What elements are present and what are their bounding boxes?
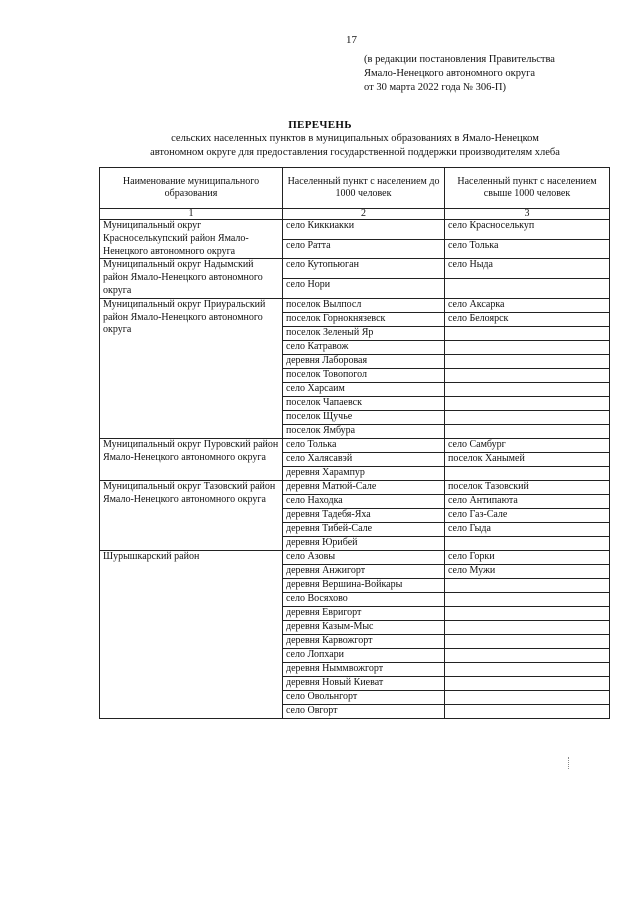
large-settlement-cell xyxy=(445,662,610,676)
small-settlement-cell: село Ратта xyxy=(283,239,445,259)
small-settlement-cell: деревня Лаборовая xyxy=(283,354,445,368)
small-settlement-cell: деревня Вершина-Войкары xyxy=(283,578,445,592)
small-settlement-cell: поселок Зеленый Яр xyxy=(283,326,445,340)
large-settlement-cell: село Газ-Сале xyxy=(445,508,610,522)
small-settlement-cell: деревня Харампур xyxy=(283,466,445,480)
document-title: ПЕРЕЧЕНЬ xyxy=(288,119,352,131)
small-settlement-cell: деревня Матюй-Сале xyxy=(283,480,445,494)
subtitle-line: сельских населенных пунктов в муниципальных образованиях в Ямало-Ненецком xyxy=(171,133,539,144)
large-settlement-cell xyxy=(445,648,610,662)
large-settlement-cell xyxy=(445,606,610,620)
header-large-settlement: Населенный пункт с населением свыше 1000 человек xyxy=(445,168,610,209)
large-settlement-cell xyxy=(445,620,610,634)
table-row xyxy=(100,550,610,564)
municipality-name: Муниципальный округ Приуральский район Ямало-Ненецкого автономного округа xyxy=(100,298,283,438)
large-settlement-cell xyxy=(445,279,610,299)
small-settlement-cell: деревня Тадебя-Яха xyxy=(283,508,445,522)
small-settlement-cell: село Нори xyxy=(283,279,445,299)
large-settlement-cell xyxy=(445,396,610,410)
large-settlement-cell xyxy=(445,704,610,718)
table-row xyxy=(100,259,610,279)
small-settlement-cell: поселок Ямбура xyxy=(283,424,445,438)
small-settlement-cell: поселок Товопогол xyxy=(283,368,445,382)
table-row xyxy=(100,438,610,452)
large-settlement-cell: село Толька xyxy=(445,239,610,259)
large-settlement-cell xyxy=(445,354,610,368)
table-row xyxy=(100,480,610,494)
small-settlement-cell: село Лопхари xyxy=(283,648,445,662)
large-settlement-cell: село Ныда xyxy=(445,259,610,279)
large-settlement-cell xyxy=(445,368,610,382)
small-settlement-cell: деревня Новый Киеват xyxy=(283,676,445,690)
municipality-name: Муниципальный округ Надымский район Ямало-Ненецкого автономного округа xyxy=(100,259,283,298)
large-settlement-cell: поселок Ханымей xyxy=(445,452,610,466)
small-settlement-cell: село Овгорт xyxy=(283,704,445,718)
column-number: 1 xyxy=(100,209,283,220)
redaction-line: Ямало-Ненецкого автономного округа xyxy=(364,68,536,79)
large-settlement-cell xyxy=(445,340,610,354)
small-settlement-cell: деревня Карвожгорт xyxy=(283,634,445,648)
large-settlement-cell xyxy=(445,578,610,592)
small-settlement-cell: поселок Горнокнязевск xyxy=(283,312,445,326)
large-settlement-cell xyxy=(445,424,610,438)
header-small-settlement: Населенный пункт с населением до 1000 человек xyxy=(283,168,445,209)
large-settlement-cell xyxy=(445,410,610,424)
municipality-name: Муниципальный округ Пуровский район Ямало-Ненецкого автономного округа xyxy=(100,438,283,480)
small-settlement-cell: деревня Ныммвожгорт xyxy=(283,662,445,676)
large-settlement-cell xyxy=(445,536,610,550)
large-settlement-cell xyxy=(445,676,610,690)
column-number: 2 xyxy=(283,209,445,220)
large-settlement-cell xyxy=(445,382,610,396)
small-settlement-cell: село Овольнгорт xyxy=(283,690,445,704)
large-settlement-cell: село Красноселькуп xyxy=(445,220,610,240)
large-settlement-cell: село Белоярск xyxy=(445,312,610,326)
page-number: 17 xyxy=(346,34,357,46)
settlements-table xyxy=(99,167,610,719)
large-settlement-cell: село Аксарка xyxy=(445,298,610,312)
redaction-line: от 30 марта 2022 года № 306-П) xyxy=(364,82,507,93)
large-settlement-cell: село Самбург xyxy=(445,438,610,452)
small-settlement-cell: деревня Анжигорт xyxy=(283,564,445,578)
small-settlement-cell: деревня Юрибей xyxy=(283,536,445,550)
document-subtitle xyxy=(90,132,620,159)
small-settlement-cell: село Халясавэй xyxy=(283,452,445,466)
small-settlement-cell: деревня Казым-Мыс xyxy=(283,620,445,634)
scan-mark xyxy=(568,757,571,769)
small-settlement-cell: село Находка xyxy=(283,494,445,508)
large-settlement-cell xyxy=(445,326,610,340)
subtitle-line: автономном округе для предоставления государственной поддержки производителям хлеба xyxy=(150,146,560,158)
municipality-name: Муниципальный округ Красноселькупский район Ямало-Ненецкого автономного округа xyxy=(100,220,283,259)
header-municipality: Наименование муниципального образования xyxy=(100,168,283,209)
small-settlement-cell: село Киккиакки xyxy=(283,220,445,240)
small-settlement-cell: поселок Вылпосл xyxy=(283,298,445,312)
redaction-line: (в редакции постановления Правительства xyxy=(364,54,555,65)
redaction-note xyxy=(364,53,555,95)
small-settlement-cell: село Азовы xyxy=(283,550,445,564)
municipality-name: Муниципальный округ Тазовский район Ямало-Ненецкого автономного округа xyxy=(100,480,283,550)
large-settlement-cell xyxy=(445,592,610,606)
large-settlement-cell xyxy=(445,690,610,704)
large-settlement-cell: село Гыда xyxy=(445,522,610,536)
large-settlement-cell: поселок Тазовский xyxy=(445,480,610,494)
table-row xyxy=(100,220,610,240)
small-settlement-cell: село Кутопьюган xyxy=(283,259,445,279)
large-settlement-cell xyxy=(445,466,610,480)
small-settlement-cell: село Восяхово xyxy=(283,592,445,606)
small-settlement-cell: село Толька xyxy=(283,438,445,452)
large-settlement-cell: село Антипаюта xyxy=(445,494,610,508)
column-number: 3 xyxy=(445,209,610,220)
table-body xyxy=(100,220,610,719)
small-settlement-cell: поселок Чапаевск xyxy=(283,396,445,410)
small-settlement-cell: село Катравож xyxy=(283,340,445,354)
municipality-name: Шурышкарский район xyxy=(100,550,283,718)
small-settlement-cell: село Харсаим xyxy=(283,382,445,396)
table-row xyxy=(100,298,610,312)
small-settlement-cell: деревня Тибей-Сале xyxy=(283,522,445,536)
large-settlement-cell: село Мужи xyxy=(445,564,610,578)
large-settlement-cell xyxy=(445,634,610,648)
small-settlement-cell: деревня Евригорт xyxy=(283,606,445,620)
small-settlement-cell: поселок Щучье xyxy=(283,410,445,424)
large-settlement-cell: село Горки xyxy=(445,550,610,564)
